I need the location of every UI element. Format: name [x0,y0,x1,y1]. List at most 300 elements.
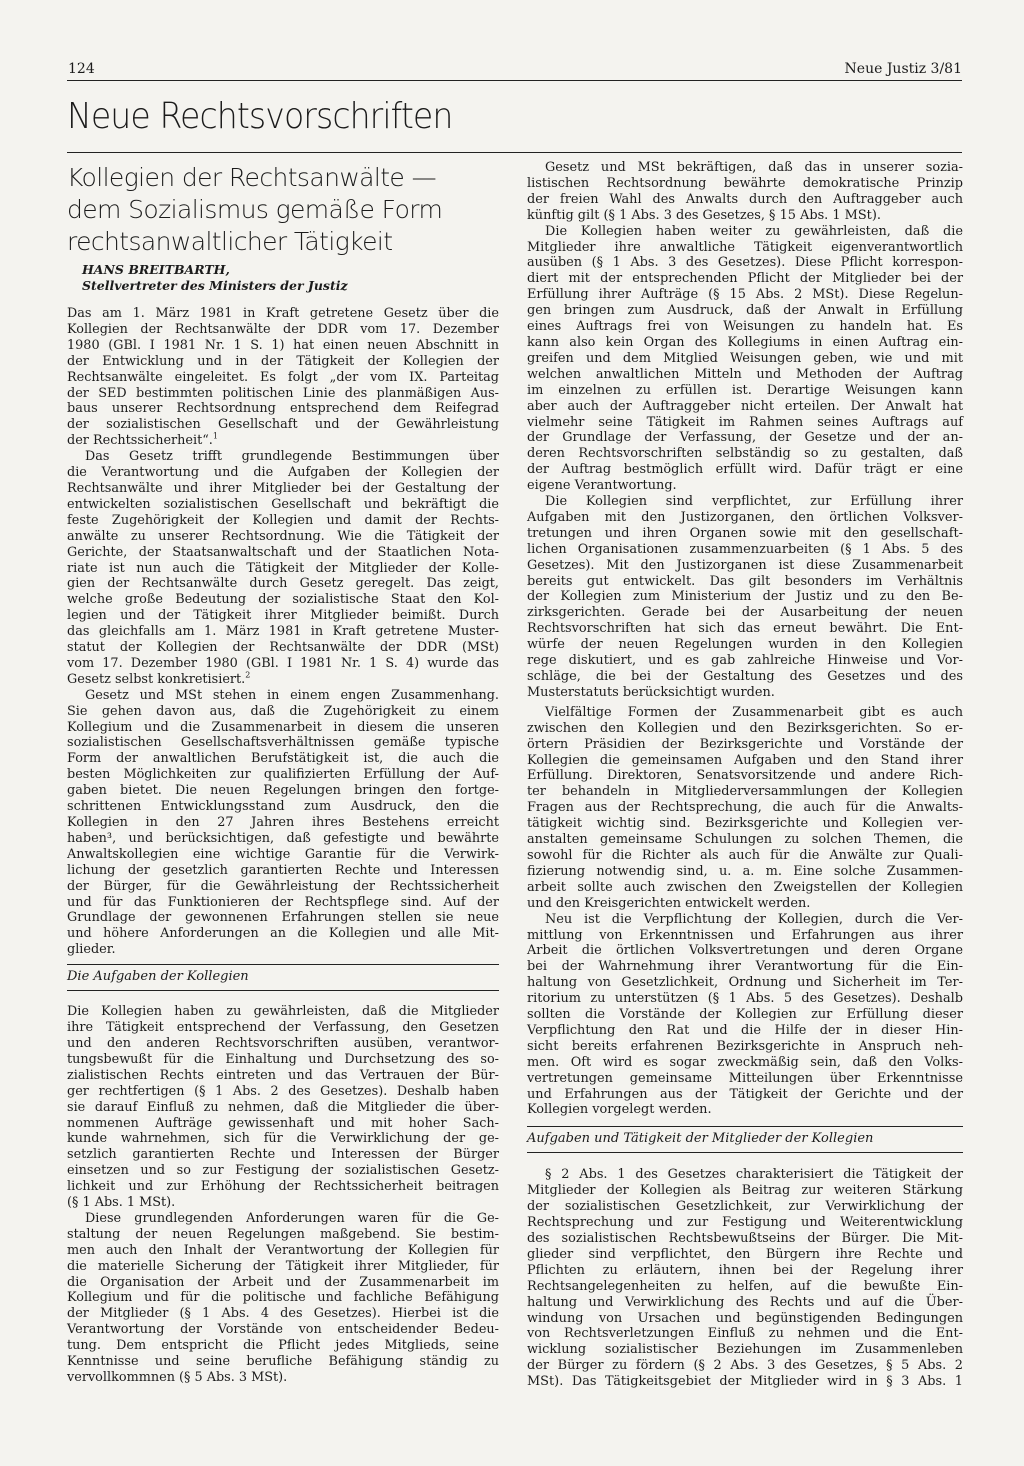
text-line [527,605,963,621]
text-line [527,880,963,896]
text-line-content: Mitglieder ihre anwaltliche Tätigkeit eigenverantwortlich [527,239,963,255]
text-line [67,799,499,815]
text-line [527,1263,963,1279]
text-line [527,621,963,637]
text-line-content: sicht bereits erfahrenen Bezirksgerichte in Anspruch neh- [527,1038,963,1054]
text-line [527,1007,963,1023]
text-line-content: im einzelnen zu erfüllen ist. Derartige Weisungen kann [527,382,963,398]
text-line-content: der Grundlage der Verfassung, der Gesetze und der an- [527,430,963,446]
author-role: Stellvertreter des Ministers der Justiz [82,278,348,293]
text-line-content: welchen anwaltlichen Mitteln und Methoden der Auftrag [527,366,963,382]
text-line-content: sie darauf Einfluß zu nehmen, daß die Mitglieder die über- [67,1099,499,1115]
text-line-content: Erfüllung. Direktoren, Senatsvorsitzende und andere Rich- [527,768,963,784]
text-line-content: ritorium zu unterstützen (§ 1 Abs. 5 des Gesetzes). Deshalb [527,991,963,1007]
text-line [527,192,963,208]
text-line-content: Das Gesetz trifft grundlegende Bestimmungen über [85,449,499,465]
text-line-content: deren Rechtsvorschriften selbständig so zu gestalten, daß [527,446,963,462]
paragraph-gewaehrleisten [67,1004,499,1211]
text-line [527,335,963,351]
text-line-content: von Rechtsverletzungen Einfluß zu nehmen und die Ent- [527,1326,963,1342]
text-line-content: Anwaltskollegien eine wichtige Garantie für die Verwirk- [67,846,499,862]
subhead-underline [67,990,499,991]
text-line [67,783,499,799]
text-line-content: tätigkeit wichtig sind. Bezirksgerichte und Kollegien ver- [527,816,963,832]
paragraph-intro [67,306,499,449]
text-line-content: Musterstatuts berücksichtigt wurden. [527,684,775,700]
text-line [527,685,963,701]
text-line-content: ihre Tätigkeit entsprechend der Verfassung, den Gesetzen [67,1020,499,1036]
text-line-content: lichen Organisationen zusammenzuarbeiten (§ 1 Abs. 5 des [527,541,963,557]
text-line-content: sozialistischen Gesellschaftsverhältnissen gemäße typische [67,735,499,751]
text-line [67,863,499,879]
text-line-content: schläge, die bei der Gestaltung des Gesetzes und des [527,669,963,684]
text-line-content: der Rechtssicherheit“. [67,433,213,449]
text-line [67,688,499,704]
text-line [527,669,963,685]
text-line-content: lichkeit und zur Erhöhung der Rechtssicherheit beitragen [67,1179,499,1195]
text-line-content: statut der Kollegien der Rechtsanwälte der DDR (MSt) [67,640,499,656]
section-title: Neue Rechtsvorschriften [67,96,453,137]
text-line [67,338,499,354]
text-line [67,704,499,720]
text-line-content: und höhere Anforderungen an die Kollegien und alle Mit- [67,926,499,942]
text-line [527,653,963,669]
text-line-content: Vielfältige Formen der Zusammenarbeit gibt es auch [545,704,963,720]
text-line-content: künftig gilt (§ 1 Abs. 3 des Gesetzes, § 15 Abs. 1 MSt). [527,207,881,223]
text-line-content: ausüben (§ 1 Abs. 3 des Gesetzes). Diese Pflicht korrespon- [527,255,963,271]
text-line-content: ter behandeln in Mitgliederversammlungen der Kollegien [527,784,963,800]
text-line-content: Die Kollegien haben zu gewährleisten, daß die Mitglieder [67,1004,499,1020]
text-line-content: Kollegien in den 27 Jahren ihres Bestehens erreicht [67,815,499,830]
text-line [67,1068,499,1084]
subhead-rule [527,1126,963,1127]
footnote-marker: 2 [245,670,251,680]
text-line-content: vervollkommnen (§ 5 Abs. 3 MSt). [67,1370,288,1385]
text-line [67,942,499,958]
text-line [527,1326,963,1342]
text-line-content: tung. Dem entspricht die Pflicht jedes Mitglieds, seine [67,1338,499,1354]
text-line [527,287,963,303]
text-line [67,847,499,863]
paragraph-zusammenhang [67,688,499,958]
text-line-content: tretungen und ihren Organen sowie mit den gesellschaft- [527,525,963,541]
author-block [82,262,499,294]
text-line [527,1102,963,1118]
text-line [67,401,499,417]
text-line-content: Aufgaben mit den Justizorganen, den örtlichen Volksver- [527,509,963,525]
text-line [67,1243,499,1259]
text-line-content: Kollegien der Rechtsanwälte der DDR vom 17. Dezember [67,321,499,337]
text-line-content: windung von Ursachen und begünstigenden Bedingungen [527,1310,963,1326]
text-line [67,1195,499,1211]
text-line [67,1004,499,1020]
text-line [527,510,963,526]
text-line [67,1036,499,1052]
text-line [67,1084,499,1100]
text-line-content: zirksgerichten. Gerade bei der Ausarbeitung der neuen [527,605,963,621]
text-line-content: bei der Wahrnehmung ihrer Verantwortung für die Ein- [527,959,963,975]
text-line [527,1311,963,1327]
text-line [67,910,499,926]
text-line-content: und den anderen Rechtsvorschriften ausüben, verantwor- [67,1035,499,1051]
text-line-content: Die Kollegien sind verpflichtet, zur Erfüllung ihrer [545,494,963,510]
text-line [527,959,963,975]
text-line-content: eigene Verantwortung. [527,478,677,494]
text-line-content: haben³, und berücksichtigen, daß gefestigte und bewährte [67,830,499,846]
text-line [527,1279,963,1295]
text-line [67,592,499,608]
text-line [527,1039,963,1055]
text-line-content: Grundlage der gewonnenen Erfahrungen stellen sie neue [67,910,499,926]
text-line-content: sollten die Vorstände der Kollegien zur Erfüllung dieser [527,1007,963,1023]
article-title [67,162,499,258]
text-line-content: der Bürger zu fördern (§ 2 Abs. 3 des Gesetzes, § 5 Abs. 2 [527,1358,963,1374]
text-line [67,1100,499,1116]
text-line [67,735,499,751]
text-line [527,303,963,319]
text-line [527,208,963,224]
text-line [67,926,499,942]
text-line-content: listischen Rechtsordnung bewährte demokratische Prinzip [527,175,963,191]
text-line [67,1020,499,1036]
text-line-content: men. Oft wird es sogar zweckmäßig sein, daß den Volks- [527,1054,963,1070]
text-line [527,558,963,574]
text-line [527,478,963,494]
text-line-content: vom 17. Dezember 1980 (GBl. I 1981 Nr. 1 S. 4) wurde das [67,655,499,671]
text-line-content: gen bringen zum Ausdruck, daß der Anwalt in Erfüllung [527,303,963,319]
paragraph-zusammenarbeit [527,494,963,701]
text-line [527,367,963,383]
text-line-content: Rechtsangelegenheiten zu helfen, auf die bewußte Ein- [527,1278,963,1294]
text-line-content: Neu ist die Verpflichtung der Kollegien, durch die Ver- [545,911,963,927]
text-line-content: der Mitglieder (§ 1 Abs. 4 des Gesetzes). Hierbei ist die [67,1306,499,1322]
text-line-content: ger rechtfertigen (§ 1 Abs. 2 des Gesetzes). Deshalb haben [67,1083,499,1099]
text-line-content: Erfüllung ihrer Aufträge (§ 15 Abs. 2 MSt). Diese Regelun- [527,287,963,303]
text-line [527,1247,963,1263]
text-line-content: legien und der Tätigkeit ihrer Mitglieder beimißt. Durch [67,608,499,624]
text-line [67,1116,499,1132]
text-line [67,879,499,895]
paragraph-gesetz [67,449,499,688]
text-line [527,912,963,928]
text-line [527,832,963,848]
text-line [67,624,499,640]
text-line [67,1338,499,1354]
header-rule [67,80,962,81]
left-column [67,162,499,1386]
text-line [527,753,963,769]
text-line [67,1290,499,1306]
text-line [67,465,499,481]
text-line [527,255,963,271]
text-line [527,319,963,335]
text-line [527,1295,963,1311]
text-line [67,513,499,529]
text-line [67,497,499,513]
text-line-content: Gesetz selbst konkretisiert. [67,671,246,687]
text-line-content: eines Auftrags frei von Weisungen zu handeln hat. Es [527,319,963,335]
text-line [67,433,499,449]
subhead-aufgaben: Die Aufgaben der Kollegien [67,969,249,985]
text-line [67,815,499,831]
text-line-content: feste Zugehörigkeit der Kollegien und damit der Rechts- [67,512,499,528]
text-line [67,751,499,767]
text-line [527,446,963,462]
right-column [527,160,963,1390]
text-line [67,1275,499,1291]
text-line-content: Kollegien die gemeinsamen Aufgaben und den Stand ihrer [527,752,963,768]
article-title-line: Kollegien der Rechtsanwälte — [67,163,436,192]
text-line-content: das gleichfalls am 1. März 1981 in Kraft getretene Muster- [67,624,499,640]
text-line [527,848,963,864]
text-line [67,640,499,656]
text-line [527,1199,963,1215]
text-line [527,1342,963,1358]
text-line [67,354,499,370]
text-line [527,1055,963,1071]
text-line [527,383,963,399]
text-line-content: haltung und Verwirklichung des Rechts und auf die Über- [527,1294,963,1310]
text-line [67,1259,499,1275]
text-line [527,1358,963,1374]
text-line [67,386,499,402]
paragraph-eigenverantwortlich [527,224,963,494]
text-line-content: Die Kollegien haben weiter zu gewährleisten, daß die [545,223,963,239]
text-line [527,896,963,912]
text-line-content: (§ 1 Abs. 1 MSt). [67,1195,176,1211]
text-line-content: der Auftrag bestmöglich erfüllt wird. Dafür trägt er eine [527,462,963,478]
text-line-content: welche große Bedeutung der sozialistische Staat den Kol- [67,592,499,608]
text-line-content: men auch den Inhalt der Verantwortung der Kollegien für [67,1242,499,1258]
paragraph-formen [527,705,963,912]
text-line [67,322,499,338]
text-line-content: Kenntnisse und seine berufliche Befähigung ständig zu [67,1354,499,1370]
text-line-content: mittlung von Erkenntnissen und Erfahrungen aus ihrer [527,927,963,943]
text-line [527,224,963,240]
text-line-content: Rechtsprechung und zur Festigung und Weiterentwicklung [527,1215,963,1231]
text-line [527,721,963,737]
text-line-content: Gesetzes). Mit den Justizorganen ist diese Zusammenarbeit [527,557,963,573]
text-line-content: der Kollegien zum Ministerium der Justiz und zu den Be- [527,589,963,605]
text-line [67,1306,499,1322]
text-line-content: riate ist nun auch die Tätigkeit der Mitglieder der Kolle- [67,560,499,576]
text-line-content: Gesetz und MSt stehen in einem engen Zusammenhang. [85,687,499,703]
text-line-content: glieder. [67,942,116,958]
text-line-content: diert mit der entsprechenden Pflicht der Mitglieder bei der [527,271,963,287]
text-line [527,1374,963,1390]
text-line-content: nommenen Aufträge gewissenhaft und mit hoher Sach- [67,1115,499,1131]
text-line-content: örtern Präsidien der Bezirksgerichte und Vorstände der [527,736,963,752]
text-line-content: Diese grundlegenden Anforderungen waren für die Ge- [85,1210,499,1226]
text-line [527,991,963,1007]
footnote-marker: 1 [212,431,218,441]
text-line-content: Das am 1. März 1981 in Kraft getretene Gesetz über die [67,306,499,321]
text-line [67,1163,499,1179]
text-line-content: einsetzen und so zur Festigung der sozialistischen Gesetz- [67,1163,499,1179]
text-line-content: zwischen den Kollegien und den Bezirksgerichten. So er- [527,720,963,736]
text-line-content: anwälte zu unserer Rechtsordnung. Wie die Tätigkeit der [67,528,499,544]
text-line [67,1227,499,1243]
text-line-content: glieder sind verpflichtet, den Bürgern ihre Rechte und [527,1246,963,1262]
text-line [67,608,499,624]
page-number: 124 [68,61,95,77]
text-line [67,481,499,497]
text-line [67,306,499,322]
text-line [527,816,963,832]
text-line-content: der sozialistischen Gesellschaft und der Gewährleistung [67,417,499,433]
text-line-content: sowohl für die Richter als auch für die Anwälte zur Quali- [527,847,963,863]
text-line [527,975,963,991]
text-line [527,351,963,367]
author-name: HANS BREITBARTH, [82,262,230,277]
text-line-content: die materielle Sicherung der Tätigkeit ihrer Mitglieder, für [67,1258,499,1274]
text-line [67,831,499,847]
text-line [67,545,499,561]
text-line [527,574,963,590]
text-line [527,415,963,431]
article-title-line: rechtsanwaltlicher Tätigkeit [67,227,393,256]
text-line-content: kunde wahrnehmen, sich für die Verwirklichung der ge- [67,1131,499,1147]
text-line-content: setzlich garantierten Rechte und Interessen der Bürger [67,1147,499,1163]
text-line [527,784,963,800]
text-line-content: MSt). Das Tätigkeitsgebiet der Mitglieder wird in § 3 Abs. 1 [527,1374,963,1390]
text-line-content: schrittenen Entwicklungsstand zum Ausdruck, den die [67,799,499,815]
text-line [67,417,499,433]
text-line-content: der freien Wahl des Anwalts durch den Auftraggeber auch [527,191,963,207]
text-line-content: haltung von Gesetzlichkeit, Ordnung und Sicherheit im Ter- [527,975,963,991]
text-line [527,637,963,653]
text-line-content: besten Möglichkeiten zur qualifizierten Erfüllung der Auf- [67,767,499,783]
text-line-content: Form der anwaltlichen Berufstätigkeit ist, die auch die [67,751,499,767]
text-line-content: und Erfahrungen aus der Tätigkeit der Gerichte und der [527,1086,963,1102]
text-line [527,176,963,192]
text-line [527,1167,963,1183]
text-line [527,271,963,287]
text-line [527,800,963,816]
text-line [67,529,499,545]
text-line-content: Mitglieder der Kollegien als Beitrag zur weiteren Stärkung [527,1183,963,1199]
text-line-content: vielmehr seine Tätigkeit im Rahmen seines Auftrags auf [527,414,963,430]
text-line [527,430,963,446]
text-line-content: Gerichte, der Staatsanwaltschaft und der Staatlichen Nota- [67,544,499,560]
text-line [67,1354,499,1370]
text-line-content: § 2 Abs. 1 des Gesetzes charakterisiert die Tätigkeit der [545,1167,963,1183]
text-line [527,768,963,784]
text-line [67,1179,499,1195]
text-line-content: staltung der neuen Regelungen maßgebend. Sie bestim- [67,1226,499,1242]
text-line [527,240,963,256]
text-line-content: Kollegium und die Zusammenarbeit in diesem die unseren [67,719,499,735]
paragraph-taetigkeit [527,1167,963,1390]
text-line [67,672,499,688]
text-line [527,589,963,605]
text-line-content: fizierung notwendig sind, u. a. m. Eine solche Zusammen- [527,863,963,879]
text-line-content: des sozialistischen Rechtsbewußtseins der Bürger. Die Mit- [527,1231,963,1246]
text-line [67,1322,499,1338]
text-line [67,1211,499,1227]
text-line-content: und den Kreisgerichten entwickelt werden. [527,895,811,911]
text-line-content: gien der Rechtsanwälte durch Gesetz geregelt. Das zeigt, [67,576,499,592]
journal-reference: Neue Justiz 3/81 [844,61,962,77]
text-line-content: gaben bietet. Die neuen Regelungen bringen den fortge- [67,783,499,799]
text-line-content: zialistischen Rechts eintreten und das Vertrauen der Bür- [67,1067,499,1083]
subhead-rule [67,964,499,965]
text-line [527,864,963,880]
text-line [67,370,499,386]
text-line-content: lichung der gesetzlich garantierten Rechte und Interessen [67,862,499,878]
text-line [527,399,963,415]
text-line-content: der Bürger, für die Gewährleistung der Rechtssicherheit [67,878,499,894]
text-line [67,1370,499,1386]
paragraph-freie-wahl [527,160,963,224]
text-line-content: greifen und dem Mitglied Weisungen geben, wie und mit [527,350,963,366]
text-line [67,1147,499,1163]
text-line [527,1183,963,1199]
text-line [527,160,963,176]
text-line-content: 1980 (GBl. I 1981 Nr. 1 S. 1) hat einen neuen Abschnitt in [67,337,499,353]
text-line-content: würfe der neuen Regelungen wurden in den Kollegien [527,637,963,653]
text-line [527,737,963,753]
text-line [67,656,499,672]
title-rule [67,152,962,153]
text-line [527,943,963,959]
text-line-content: Kollegien vorgelegt werden. [527,1102,712,1118]
text-line-content: aber auch der Auftraggeber nicht erteilen. Der Anwalt hat [527,398,963,414]
text-line [527,1215,963,1231]
text-line-content: Rechtsvorschriften hat sich das erneut bewährt. Die Ent- [527,621,963,637]
text-line-content: Rechtsanwälte und ihrer Mitglieder bei der Gestaltung der [67,480,499,496]
article-title-line: dem Sozialismus gemäße Form [67,195,443,224]
text-line-content: bereits gut entwickelt. Das gilt besonders im Verhältnis [527,573,963,589]
text-line-content: Sie gehen davon aus, daß die Zugehörigkeit zu einem [67,703,499,719]
text-line-content: die Organisation der Arbeit und der Zusammenarbeit im [67,1274,499,1290]
text-line-content: tungsbewußt für die Einhaltung und Durchsetzung des so- [67,1051,499,1067]
text-line-content: der sozialistischen Gesetzlichkeit, zur Verwirklichung der [527,1199,963,1215]
text-line-content: Arbeit die örtlichen Volksvertretungen und deren Organe [527,943,963,959]
text-line [67,1052,499,1068]
text-line-content: die Verantwortung und die Aufgaben der Kollegien der [67,465,499,481]
text-line [527,1023,963,1039]
text-line [67,720,499,736]
text-line-content: Verpflichtung den Rat und die Hilfe der in dieser Hin- [527,1022,963,1038]
text-line-content: und für das Funktionieren der Rechtspflege sind. Auf der [67,894,499,910]
text-line [67,767,499,783]
text-line [67,895,499,911]
text-line [527,1231,963,1247]
text-line [527,705,963,721]
text-line [527,928,963,944]
text-line-content: Fragen aus der Rechtsprechung, die auch für die Anwalts- [527,800,963,816]
text-line [527,494,963,510]
text-line [67,576,499,592]
text-line [527,1071,963,1087]
text-line [67,449,499,465]
text-line [67,1131,499,1147]
text-line-content: wicklung sozialistischer Beziehungen im Zusammenleben [527,1342,963,1358]
text-line-content: vertretungen gemeinsame Mitteilungen über Erkenntnisse [527,1070,963,1086]
text-line-content: arbeit sollte auch zwischen den Zweigstellen der Kollegien [527,879,963,895]
text-line-content: baus unserer Rechtsordnung entsprechend dem Reifegrad [67,401,499,417]
text-line-content: anstalten gemeinsame Schulungen zu solchen Themen, die [527,832,963,848]
text-line-content: Verantwortung der Vorstände von entscheidender Bedeu- [67,1322,499,1338]
text-line-content: der Entwicklung und in der Tätigkeit der Kollegien der [67,353,499,369]
paragraph-verpflichtung [527,912,963,1119]
text-line-content: rege diskutiert, und es gab zahlreiche Hinweise und Vor- [527,653,963,669]
paragraph-anforderungen [67,1211,499,1386]
subhead-underline [527,1152,963,1153]
text-line [67,561,499,577]
text-line-content: der SED bestimmten politischen Linie des planmäßigen Aus- [67,385,499,401]
